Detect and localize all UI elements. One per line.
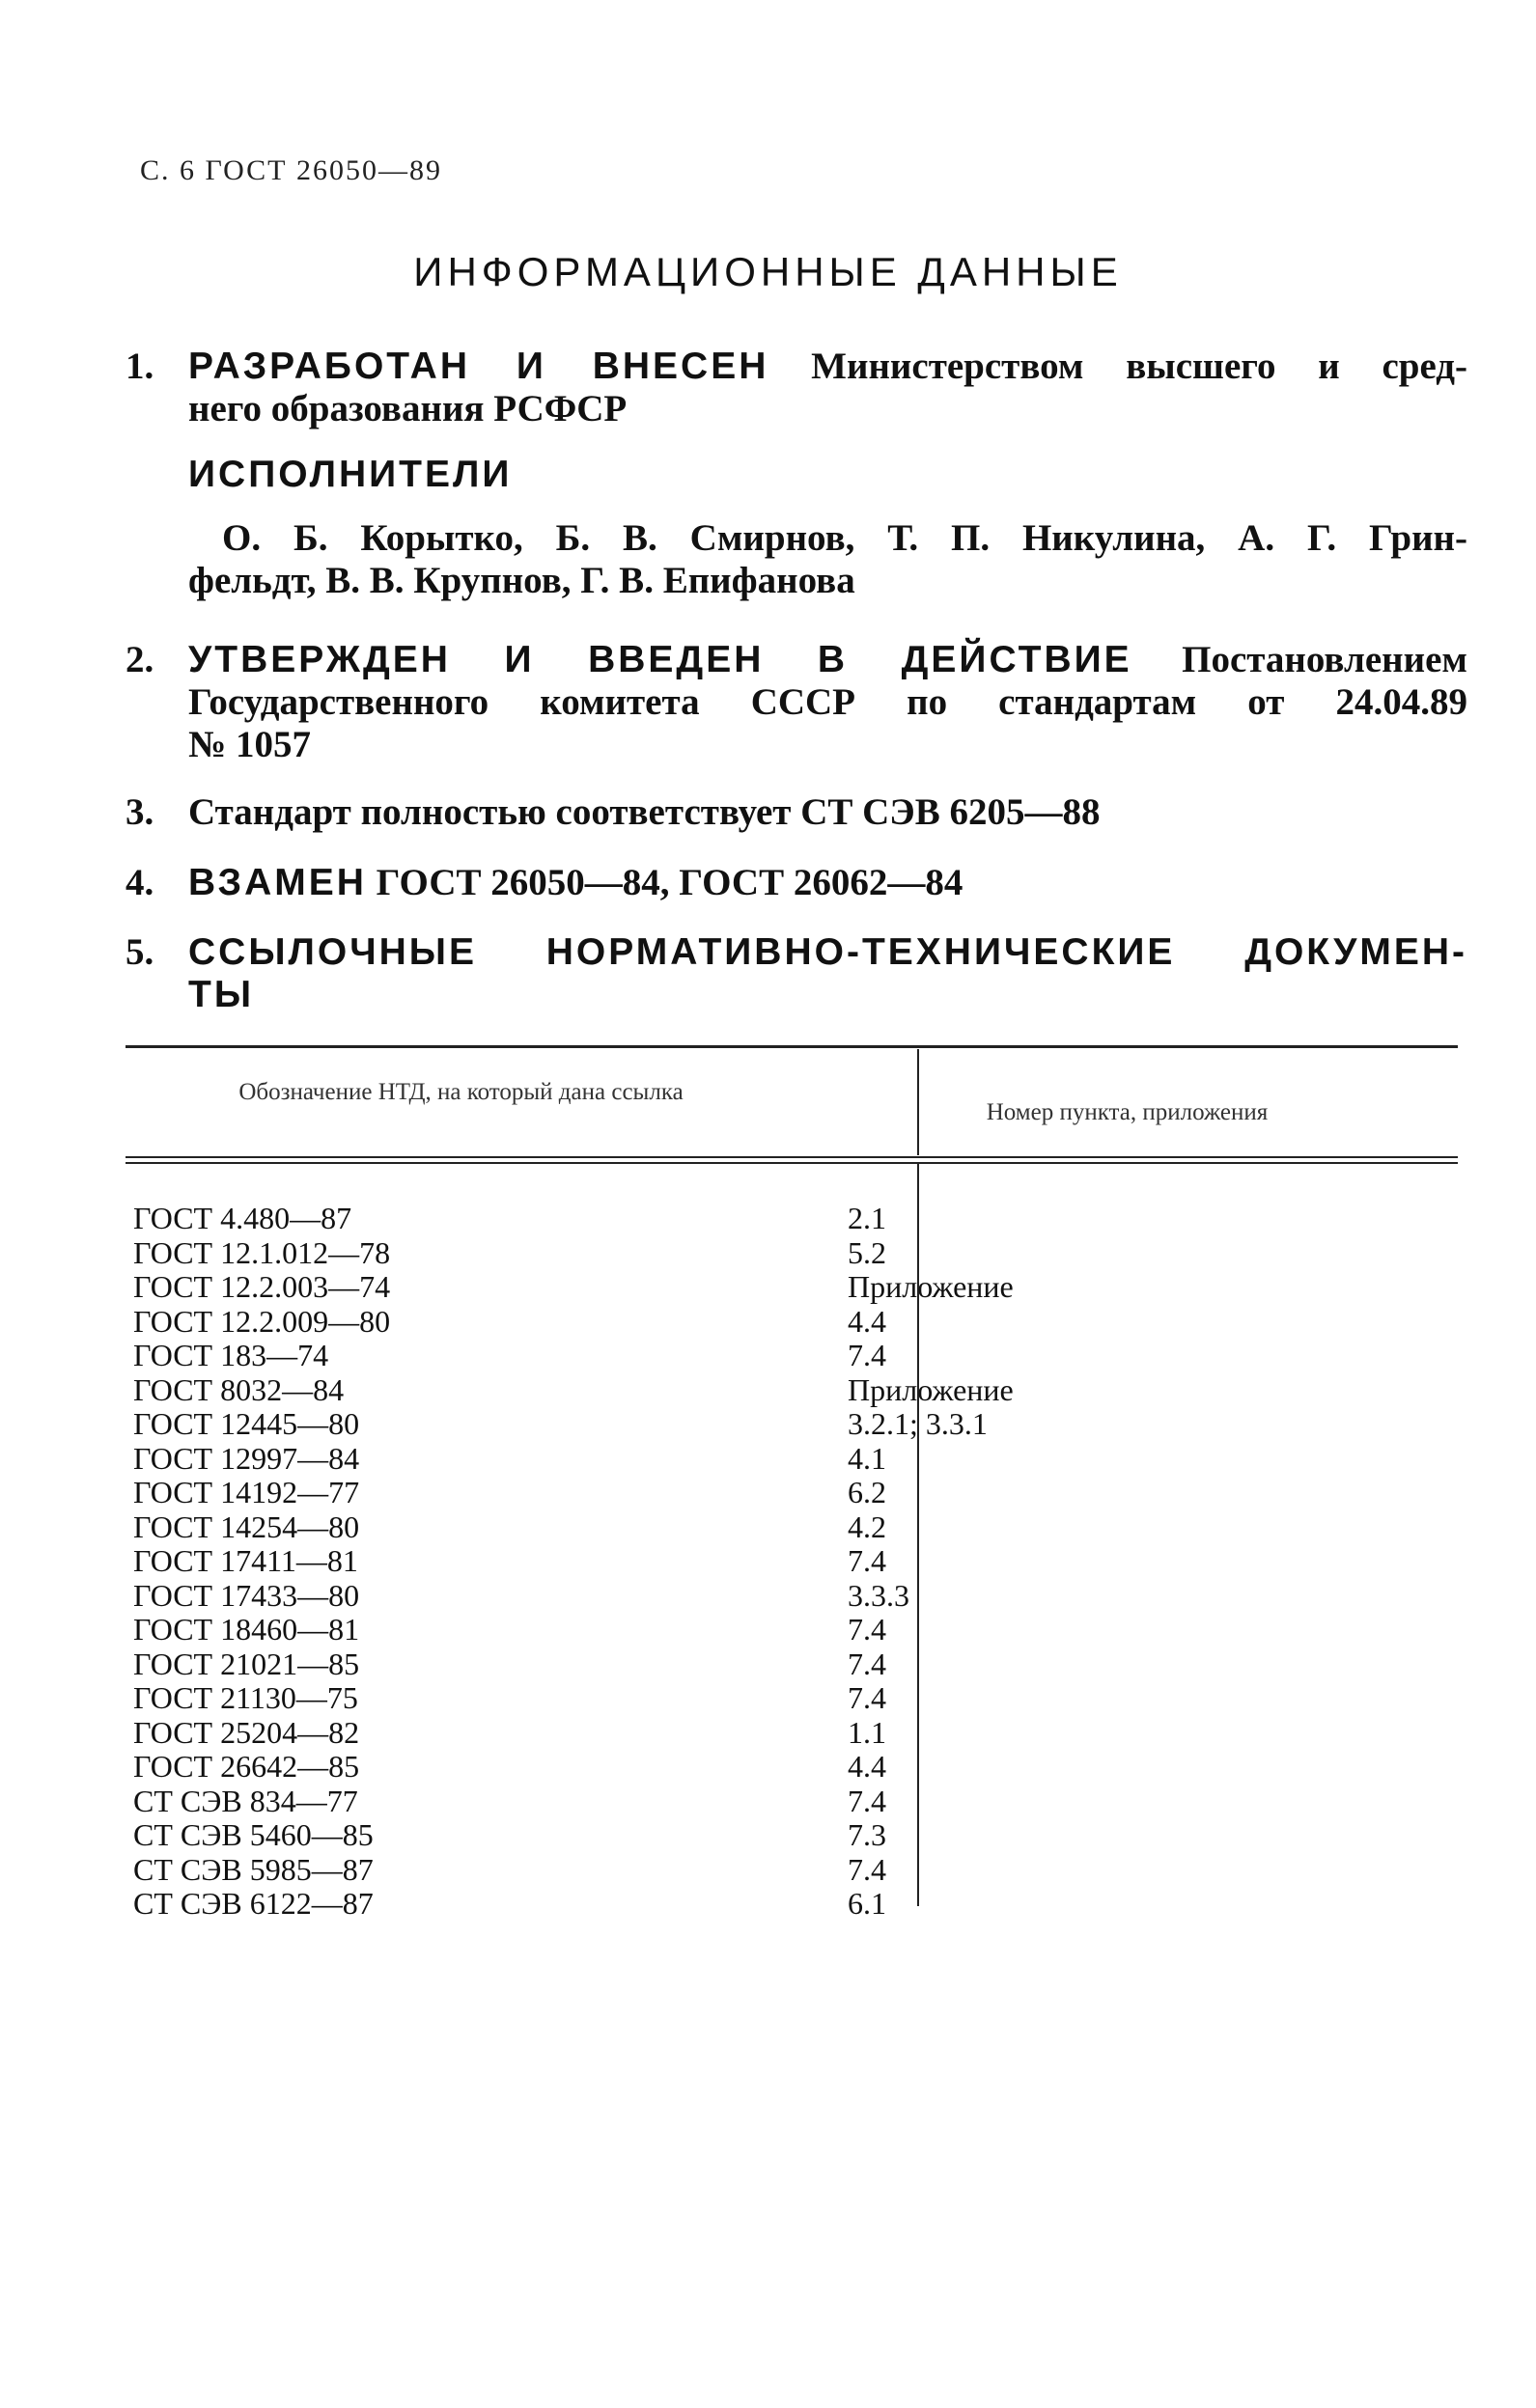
- table-row: [126, 1305, 1458, 1340]
- section-5: [126, 931, 1467, 1016]
- table-row: [126, 1339, 1458, 1373]
- authors-line2: фельдт, В. В. Крупнов, Г. В. Епифанова: [188, 560, 855, 601]
- table-body: [126, 1202, 1458, 1922]
- section-1-line1: [188, 346, 1467, 388]
- section-3-text: Стандарт полностью соответствует СТ СЭВ 6205—88: [188, 791, 1101, 833]
- document-designation-cell: СТ СЭВ 5985—87: [133, 1851, 374, 1887]
- document-title: ИНФОРМАЦИОННЫЕ ДАННЫЕ: [413, 249, 1123, 294]
- table-row: [126, 1750, 1458, 1785]
- document-designation-cell: ГОСТ 12.1.012—78: [133, 1234, 391, 1270]
- table-header-divider: [917, 1049, 919, 1155]
- page-header: С. 6 ГОСТ 26050—89: [140, 154, 442, 186]
- table-row: [126, 1202, 1458, 1236]
- clause-number-cell: Приложение: [848, 1371, 1014, 1407]
- document-designation-cell: ГОСТ 4.480—87: [133, 1201, 352, 1235]
- document-designation-cell: ГОСТ 21130—75: [133, 1680, 358, 1715]
- clause-number-cell: 4.2: [848, 1508, 886, 1544]
- clause-number-cell: 4.4: [848, 1749, 886, 1784]
- section-2: [126, 639, 1467, 766]
- table-row: [126, 1476, 1458, 1510]
- clause-number-cell: 6.1: [848, 1886, 886, 1921]
- document-designation-cell: ГОСТ 14192—77: [133, 1475, 360, 1509]
- document-designation-cell: ГОСТ 12445—80: [133, 1406, 360, 1441]
- document-designation-cell: ГОСТ 12.2.003—74: [133, 1269, 391, 1304]
- table-row: [126, 1270, 1458, 1305]
- clause-number-cell: 1.1: [848, 1714, 886, 1750]
- section-4: [126, 862, 1467, 904]
- clause-number-cell: 6.2: [848, 1475, 886, 1509]
- document-designation-cell: ГОСТ 17411—81: [133, 1543, 358, 1578]
- table-row: [126, 1681, 1458, 1716]
- clause-number-cell: 7.4: [848, 1338, 886, 1372]
- clause-number-cell: 2.1: [848, 1201, 886, 1235]
- clause-number-cell: 7.4: [848, 1851, 886, 1887]
- table-row: [126, 1442, 1458, 1477]
- clause-number-cell: Приложение: [848, 1269, 1014, 1304]
- clause-number-cell: 7.4: [848, 1646, 886, 1681]
- section-1-line2: него образования РСФСР: [188, 388, 628, 429]
- document-designation-cell: ГОСТ 25204—82: [133, 1714, 360, 1750]
- document-designation-cell: ГОСТ 8032—84: [133, 1371, 345, 1407]
- section-4-heading: ВЗАМЕН: [188, 862, 367, 903]
- table-row: [126, 1544, 1458, 1579]
- clause-number-cell: 7.4: [848, 1783, 886, 1818]
- section-1-line1-rest: Министерством высшего и сред-: [811, 346, 1467, 387]
- table-header-row: [126, 1048, 1458, 1151]
- table-row: [126, 1818, 1458, 1853]
- section-3-number: 3.: [126, 791, 154, 833]
- section-2-line2: Государственного комитета СССР по стандартам от 24.04.89: [188, 681, 1467, 723]
- section-2-heading: УТВЕРЖДЕН И ВВЕДЕН В ДЕЙСТВИЕ: [188, 639, 1132, 680]
- document-designation-cell: СТ СЭВ 834—77: [133, 1783, 358, 1818]
- section-1: [126, 346, 1467, 602]
- column-header-clause: Номер пункта, приложения: [986, 1099, 1269, 1125]
- section-5-number: 5.: [126, 931, 154, 973]
- section-2-number: 2.: [126, 639, 154, 680]
- section-4-line: [188, 862, 1467, 904]
- table-row: [126, 1887, 1458, 1922]
- clause-number-cell: 3.2.1; 3.3.1: [848, 1406, 988, 1441]
- authors-line1: О. Б. Корытко, Б. В. Смирнов, Т. П. Никулина, А. Г. Грин-: [222, 517, 1467, 559]
- table-row: [126, 1579, 1458, 1614]
- section-2-line3: № 1057: [188, 724, 311, 765]
- section-2-line1: [188, 639, 1467, 681]
- table-row: [126, 1613, 1458, 1647]
- document-designation-cell: ГОСТ 26642—85: [133, 1749, 360, 1784]
- table-row: [126, 1236, 1458, 1271]
- table-row: [126, 1853, 1458, 1888]
- document-designation-cell: ГОСТ 18460—81: [133, 1612, 360, 1647]
- clause-number-cell: 4.4: [848, 1303, 886, 1339]
- clause-number-cell: 3.3.3: [848, 1577, 909, 1613]
- clause-number-cell: 4.1: [848, 1440, 886, 1476]
- references-table: [126, 1045, 1458, 1921]
- table-row: [126, 1785, 1458, 1819]
- section-1-heading: РАЗРАБОТАН И ВНЕСЕН: [188, 346, 769, 387]
- document-designation-cell: ГОСТ 14254—80: [133, 1508, 360, 1544]
- document-designation-cell: СТ СЭВ 6122—87: [133, 1886, 374, 1921]
- document-designation-cell: СТ СЭВ 5460—85: [133, 1817, 374, 1852]
- document-designation-cell: ГОСТ 12997—84: [133, 1440, 360, 1476]
- table-row: [126, 1373, 1458, 1408]
- table-row: [126, 1647, 1458, 1682]
- section-5-heading-line1: ССЫЛОЧНЫЕ НОРМАТИВНО-ТЕХНИЧЕСКИЕ ДОКУМЕН-: [188, 931, 1467, 973]
- document-designation-cell: ГОСТ 21021—85: [133, 1646, 360, 1681]
- document-designation-cell: ГОСТ 17433—80: [133, 1577, 360, 1613]
- column-header-document: Обозначение НТД, на который дана ссылка: [238, 1079, 684, 1105]
- section-2-line1-rest: Постановлением: [1182, 639, 1467, 680]
- clause-number-cell: 7.3: [848, 1817, 886, 1852]
- table-header-rule-1: [126, 1156, 1458, 1158]
- table-header-rule-2: [126, 1162, 1458, 1164]
- section-5-heading-line2: ТЫ: [188, 974, 255, 1015]
- table-row: [126, 1407, 1458, 1442]
- section-3: [126, 791, 1467, 834]
- executors-heading: ИСПОЛНИТЕЛИ: [188, 454, 513, 495]
- table-row: [126, 1510, 1458, 1545]
- clause-number-cell: 7.4: [848, 1612, 886, 1647]
- table-row: [126, 1716, 1458, 1751]
- document-designation-cell: ГОСТ 183—74: [133, 1338, 329, 1372]
- section-4-text: ГОСТ 26050—84, ГОСТ 26062—84: [376, 862, 963, 903]
- document-designation-cell: ГОСТ 12.2.009—80: [133, 1303, 391, 1339]
- clause-number-cell: 7.4: [848, 1543, 886, 1578]
- section-1-number: 1.: [126, 346, 154, 387]
- clause-number-cell: 5.2: [848, 1234, 886, 1270]
- section-4-number: 4.: [126, 862, 154, 903]
- clause-number-cell: 7.4: [848, 1680, 886, 1715]
